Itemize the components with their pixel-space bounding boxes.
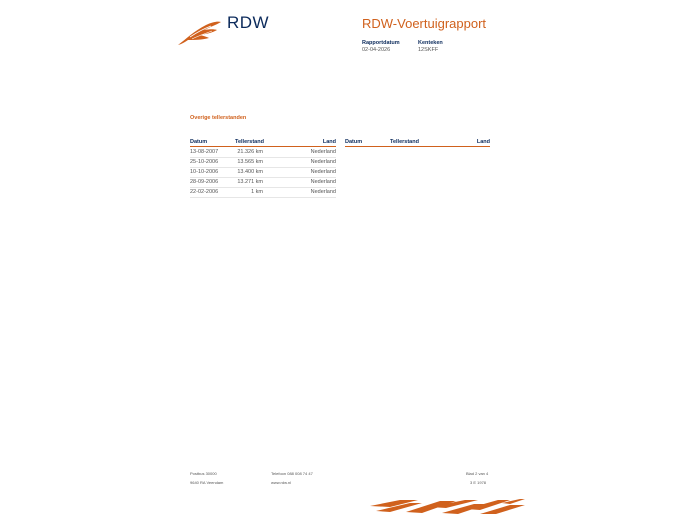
logo-text: RDW — [227, 13, 270, 32]
license-plate-label: Kenteken — [418, 40, 443, 46]
row-date: 28-09-2006 — [190, 179, 219, 185]
footer-address-line1: Postbus 30000 — [190, 471, 217, 476]
row-date: 25-10-2006 — [190, 159, 219, 165]
license-plate-value: 12SKFF — [418, 47, 439, 53]
table-row — [190, 177, 336, 188]
col-country-header: Land — [322, 139, 336, 145]
col-date-header: Datum — [190, 139, 208, 145]
row-country: Nederland — [310, 149, 336, 155]
rdw-logo-icon — [176, 19, 222, 47]
row-mileage: 1 km — [251, 189, 263, 195]
footer-page-number: Blad 2 van 4 — [466, 471, 489, 476]
col-mileage-header: Tellerstand — [235, 139, 264, 145]
footer-address-line2: 9640 RA Veendam — [190, 480, 224, 485]
row-country: Nederland — [310, 169, 336, 175]
row-country: Nederland — [310, 159, 336, 165]
table-header — [190, 139, 336, 147]
report-date-value: 02-04-2026 — [362, 47, 391, 53]
footer-website: www.rdw.nl — [271, 480, 292, 485]
col-mileage-header: Tellerstand — [390, 139, 419, 145]
report-title: RDW-Voertuigrapport — [362, 16, 487, 31]
table-row — [190, 147, 336, 158]
col-country-header: Land — [476, 139, 490, 145]
table-row — [190, 157, 336, 168]
footer-phone: Telefoon 088 008 74 47 — [271, 471, 313, 476]
col-date-header: Datum — [345, 139, 363, 145]
row-date: 10-10-2006 — [190, 169, 219, 175]
row-date: 13-08-2007 — [190, 149, 219, 155]
row-mileage: 13.400 km — [237, 169, 263, 175]
table-row — [190, 187, 336, 198]
row-country: Nederland — [310, 179, 336, 185]
table-row — [190, 167, 336, 178]
decorative-ribbon-icon — [370, 497, 525, 514]
row-mileage: 21.326 km — [237, 149, 263, 155]
footer-code: 3 E 1978 — [470, 480, 487, 485]
row-mileage: 13.565 km — [237, 159, 263, 165]
report-date-label: Rapportdatum — [362, 40, 400, 46]
row-date: 22-02-2006 — [190, 189, 219, 195]
row-country: Nederland — [310, 189, 336, 195]
row-mileage: 13.271 km — [237, 179, 263, 185]
section-title: Overige tellerstanden — [190, 115, 247, 121]
table-header — [345, 139, 490, 147]
